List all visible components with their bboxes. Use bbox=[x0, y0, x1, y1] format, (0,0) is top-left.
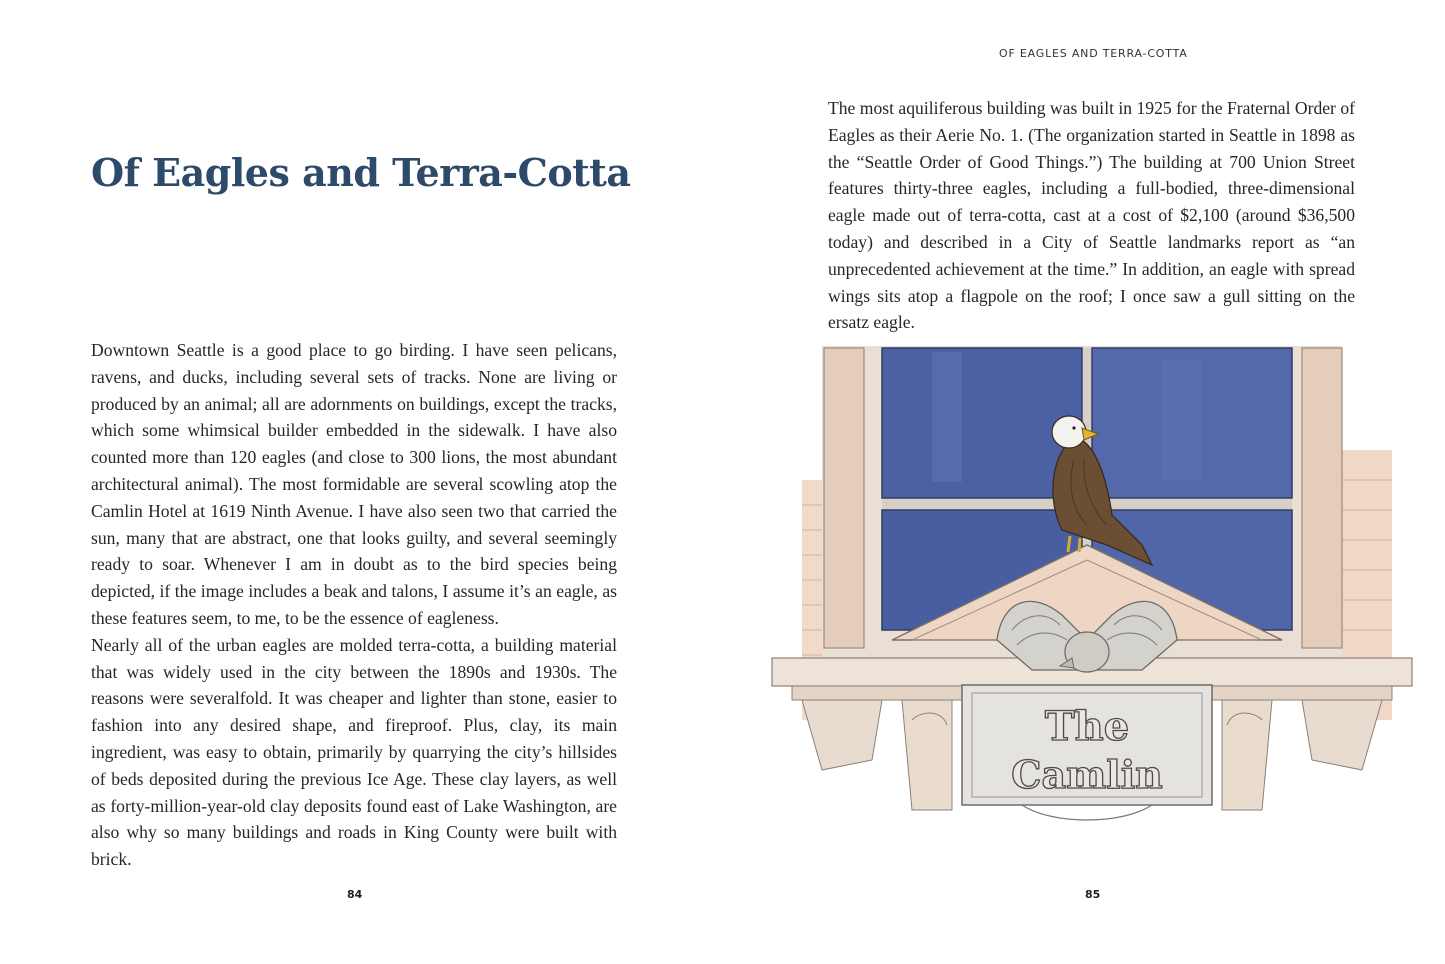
right-page bbox=[722, 0, 1445, 964]
page-number-right: 85 bbox=[1085, 888, 1101, 901]
left-page bbox=[0, 0, 722, 964]
left-body-text bbox=[91, 337, 617, 873]
paragraph: Downtown Seattle is a good place to go birding. I have seen pelicans, ravens, and ducks, including several sets of tracks. None are living or produced by an animal; all are adornments on buildings, except the tracks, which some whimsical builder embedded in the sidewalk. I have also counted more than 120 eagles (and close to 300 lions, the most abundant architectural animal). The most formidable are several scowling atop the Camlin Hotel at 1619 Ninth Avenue. I have also seen two that carried the sun, many that are abstract, one that looks guilty, and several seemingly ready to soar. Whenever I am in doubt as to the bird species being depicted, if the image includes a beak and talons, I assume it’s an eagle, as these features seem, to me, to be the essence of eagleness. bbox=[91, 340, 617, 628]
paragraph: The most aquiliferous building was built in 1925 for the Fraternal Order of Eagles as their Aerie No. 1. (The organization started in Seattle in 1898 as the “Seattle Order of Good Things.”) The building at 700 Union Street features thirty-three eagles, including a full-bodied, three-dimensional eagle made out of terra-cotta, cast at a cost of $2,100 (around $36,500 today) and described in a City of Seattle landmarks report as “an unprecedented achievement at the time.” In addition, an eagle with spread wings sits atop a flagpole on the roof; I once saw a gull sitting on the ersatz eagle. bbox=[828, 98, 1355, 333]
camlin-eagle-illustration bbox=[762, 340, 1422, 840]
running-head: OF EAGLES AND TERRA-COTTA bbox=[999, 47, 1188, 60]
camlin-plaque bbox=[962, 685, 1212, 820]
plaque-line-1: The bbox=[1044, 703, 1130, 750]
page-number-left: 84 bbox=[347, 888, 363, 901]
chapter-title: Of Eagles and Terra-Cotta bbox=[91, 150, 631, 195]
right-body-text bbox=[828, 95, 1355, 336]
plaque-line-2: Camlin bbox=[1011, 752, 1163, 797]
paragraph: Nearly all of the urban eagles are molded terra-cotta, a building material that was widely used in the city between the 1890s and 1930s. The reasons were severalfold. It was cheaper and lighter than stone, easier to fashion into any desired shape, and fireproof. Plus, clay, its main ingredient, was easy to obtain, primarily by quarrying the city’s hillsides of beds deposited during the previous Ice Age. These clay layers, as well as forty-million-year-old clay deposits found east of Lake Washington, are also why so many buildings and roads in King County were built with brick. bbox=[91, 634, 617, 870]
